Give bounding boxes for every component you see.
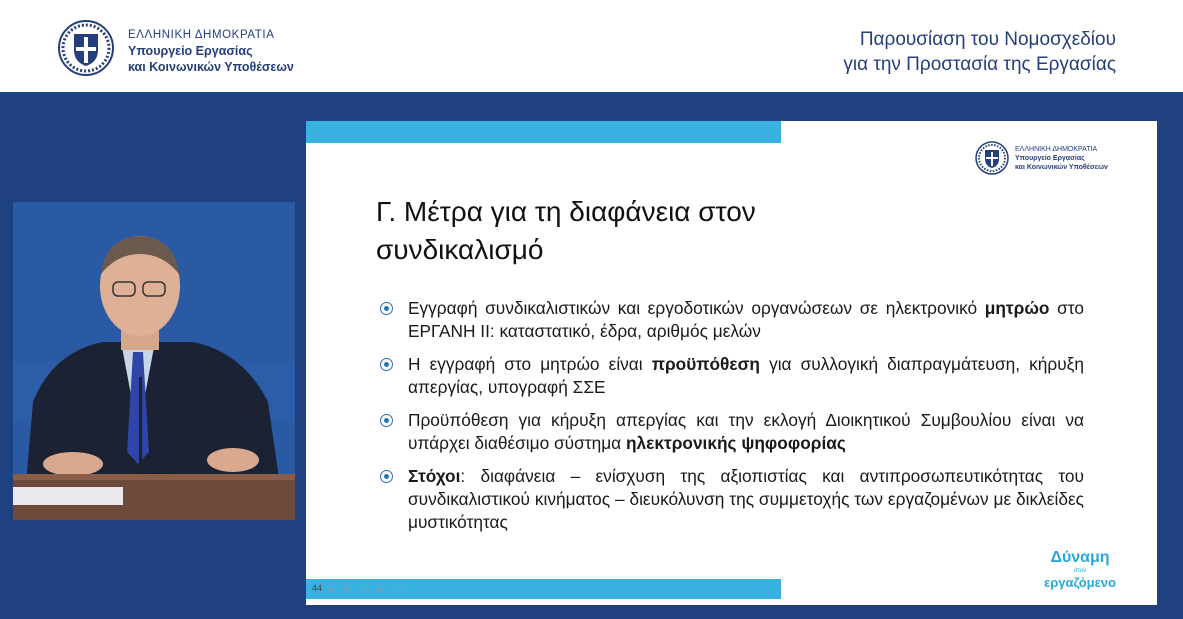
slide-page-number: 44 — [312, 583, 323, 593]
slide-nav-toolbar[interactable]: ◂ ✎ ⌕ ▸ ⋯ — [328, 585, 407, 595]
bullet-emphasis: ηλεκτρονικής ψηφοφορίας — [625, 433, 846, 453]
bullet-text: Προϋπόθεση για κήρυξη απεργίας και την εκλογή Διοικητικού Συμβουλίου είναι να υπάρχει διαθέσιμο σύστημα — [408, 410, 1084, 453]
bullet-dot-icon — [380, 302, 393, 315]
bullet-item — [379, 409, 1084, 455]
greek-emblem-small-icon — [975, 141, 1009, 175]
presentation-slide — [306, 121, 1157, 605]
bullet-emphasis: προϋπόθεση — [651, 354, 760, 374]
bullet-item — [379, 465, 1084, 534]
speaker-video-feed — [13, 202, 295, 520]
ministry-line-3: και Κοινωνικών Υποθέσεων — [128, 60, 294, 74]
bullet-dot-icon — [380, 358, 393, 371]
bullet-text: στο ΕΡΓΑΝΗ ΙΙ: καταστατικό, έδρα, αριθμός μελών — [408, 298, 1084, 341]
presentation-title-line-2: για την Προστασία της Εργασίας — [843, 54, 1116, 75]
slide-title-line-1: Γ. Μέτρα για τη διαφάνεια στον — [376, 196, 756, 227]
bullet-text: για συλλογική διαπραγμάτευση, κήρυξη απεργίας, υπογραφή ΣΣΕ — [408, 354, 1084, 397]
speaker-image — [13, 202, 295, 520]
slide-title-line-2: συνδικαλισμό — [376, 234, 544, 265]
bullet-text: Εγγραφή συνδικαλιστικών και εργοδοτικών οργανώσεων σε ηλεκτρονικό — [408, 298, 985, 318]
slide-logo-line-2: Υπουργείο Εργασίας — [1015, 155, 1085, 162]
campaign-brand-logo — [1040, 549, 1120, 591]
bullet-emphasis: Στόχοι — [408, 466, 461, 486]
slide-top-accent-bar — [306, 121, 781, 143]
bullet-dot-icon — [380, 414, 393, 427]
slide-ministry-logo — [975, 141, 1125, 177]
ministry-name — [128, 27, 294, 75]
slide-logo-line-3: και Κοινωνικών Υποθέσεων — [1015, 164, 1108, 171]
presentation-title-line-1: Παρουσίαση του Νομοσχεδίου — [859, 29, 1116, 50]
bullet-item — [379, 297, 1084, 343]
ministry-line-1: ΕΛΛΗΝΙΚΗ ΔΗΜΟΚΡΑΤΙΑ — [128, 29, 275, 41]
bullet-list — [379, 297, 1084, 544]
bullet-text: : διαφάνεια – ενίσχυση της αξιοπιστίας και αντιπροσωπευτικότητας του συνδικαλιστικού κινήματος – διευκόλυνση της συμμετοχής των εργαζομένων με δικλείδες μυστικότητας — [408, 466, 1084, 532]
greek-emblem-icon — [58, 20, 114, 76]
brand-line-2: στον — [1073, 568, 1087, 574]
slide-logo-line-1: ΕΛΛΗΝΙΚΗ ΔΗΜΟΚΡΑΤΙΑ — [1015, 146, 1098, 153]
top-banner — [0, 0, 1183, 92]
bullet-emphasis: μητρώο — [984, 298, 1050, 318]
brand-line-1: Δύναμη — [1050, 549, 1110, 566]
bullet-dot-icon — [380, 470, 393, 483]
bullet-item — [379, 353, 1084, 399]
ministry-line-2: Υπουργείο Εργασίας — [128, 44, 253, 58]
brand-line-3: εργαζόμενο — [1044, 575, 1116, 590]
presentation-title — [696, 27, 1116, 77]
slide-title — [376, 193, 976, 269]
bullet-text: Η εγγραφή στο μητρώο είναι — [408, 354, 652, 374]
